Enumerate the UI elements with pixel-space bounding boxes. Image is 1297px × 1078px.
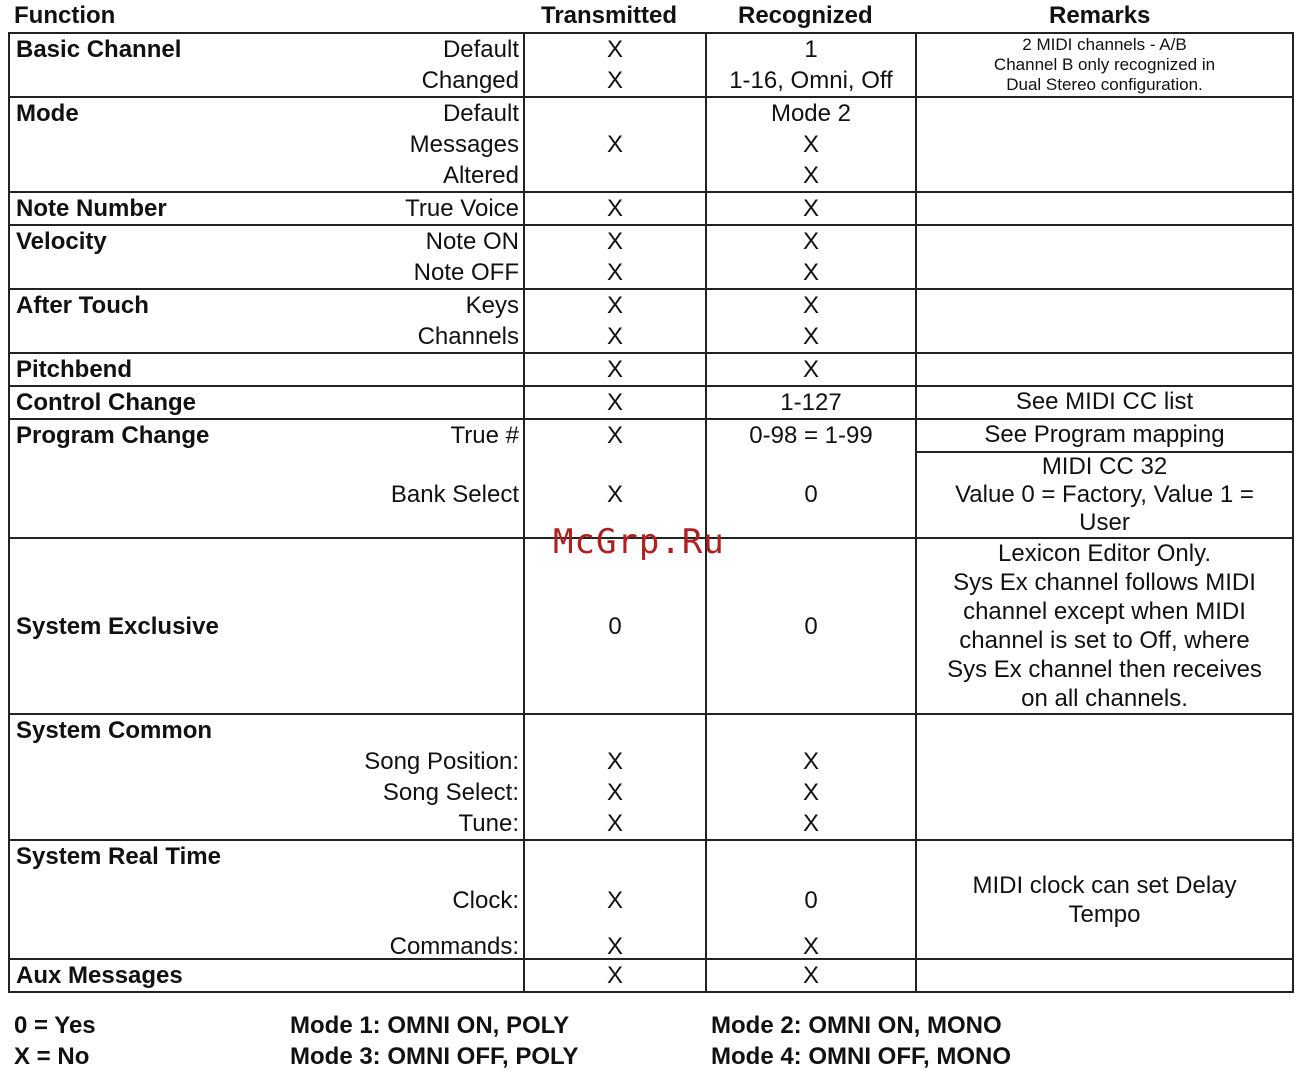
function-cell [9,225,524,289]
remarks-cell [916,33,1293,97]
recognized-cell [706,840,916,959]
remark-line: MIDI CC 32 [1041,453,1168,480]
header-remarks: Remarks [1049,2,1151,29]
recognized-cell [706,386,916,419]
legend-no: X = No [14,1043,90,1070]
watermark: McGrp.Ru [553,522,725,562]
function-cell [9,386,524,419]
function-cell [9,959,524,992]
table-row [9,97,1293,192]
function-label: Control Change [16,389,196,416]
transmitted-value: X [606,356,623,383]
remark-line: See Program mapping [917,420,1292,453]
function-label: Pitchbend [16,356,133,383]
recognized-value: X [802,131,819,158]
midi-implementation-table [8,32,1294,993]
transmitted-value: X [606,962,623,989]
remarks-cell [916,353,1293,386]
sub-label: True # [450,422,519,449]
transmitted-cell [524,192,706,225]
function-label: System Exclusive [16,612,219,640]
sub-label: Song Position: [364,748,519,775]
sub-label: Song Select: [382,779,519,806]
recognized-cell [706,353,916,386]
recognized-value: X [802,933,819,960]
remark-line: Lexicon Editor Only. [998,540,1211,567]
sub-label: Note OFF [413,259,519,286]
table-row [9,353,1293,386]
transmitted-value: X [606,67,623,94]
sub-label: Messages [409,131,519,158]
recognized-cell [706,289,916,353]
function-cell [9,97,524,192]
recognized-value: X [802,748,819,775]
recognized-value: 1 [804,36,818,63]
remark-line: channel is set to Off, where [959,627,1250,654]
transmitted-cell [524,959,706,992]
header-function: Function [14,2,116,29]
recognized-value: 0 [804,612,818,640]
function-cell [9,289,524,353]
transmitted-cell [524,386,706,419]
recognized-value: X [802,323,819,350]
transmitted-value: X [606,259,623,286]
recognized-value: X [802,259,819,286]
function-cell [9,538,524,714]
remarks-cell [916,225,1293,289]
remarks-cell [916,840,1293,959]
remark-line: Sys Ex channel follows MIDI [953,569,1256,596]
transmitted-value: X [606,779,623,806]
header-transmitted: Transmitted [541,2,678,29]
recognized-value: X [802,810,819,837]
recognized-value: X [802,962,819,989]
table-row [9,419,1293,538]
recognized-value: X [802,162,819,189]
remarks-cell [916,97,1293,192]
recognized-value: 1-16, Omni, Off [729,67,893,94]
legend-yes: 0 = Yes [14,1012,96,1039]
remark-line: Channel B only recognized in [993,55,1216,74]
sub-label: Default [442,36,519,63]
remarks-cell [916,386,1293,419]
recognized-cell [706,97,916,192]
transmitted-cell [524,840,706,959]
recognized-value: X [802,195,819,222]
recognized-value: 0 [804,481,818,508]
transmitted-value: X [606,389,623,416]
transmitted-cell [524,538,706,714]
sub-label: Default [442,100,519,127]
recognized-cell [706,959,916,992]
recognized-cell [706,225,916,289]
transmitted-cell [524,419,706,538]
transmitted-value: X [606,195,623,222]
function-label: System Real Time [16,843,221,870]
function-cell [9,353,524,386]
transmitted-value: X [606,228,623,255]
table-row [9,33,1293,97]
transmitted-value: X [606,292,623,319]
sub-label: Clock: [452,887,519,914]
remarks-cell [916,289,1293,353]
transmitted-value: X [606,36,623,63]
table-row [9,959,1293,992]
transmitted-value: X [606,481,623,508]
function-cell [9,33,524,97]
recognized-value: 0 [804,887,818,914]
transmitted-value: X [606,810,623,837]
transmitted-value: X [606,422,623,449]
function-label: Velocity [16,228,107,255]
remark-line: Value 0 = Factory, Value 1 = [955,481,1254,508]
sub-label: Altered [442,162,519,189]
recognized-value: 1-127 [780,389,842,416]
function-label: Aux Messages [16,962,183,989]
remarks-cell [916,959,1293,992]
transmitted-cell [524,33,706,97]
remark-line: See MIDI CC list [1015,388,1194,415]
table-row [9,714,1293,840]
sub-label: Changed [421,67,519,94]
table-row [9,289,1293,353]
remark-line: channel except when MIDI [963,598,1246,625]
transmitted-cell [524,353,706,386]
recognized-value: 0-98 = 1-99 [749,422,873,449]
remark-line: 2 MIDI channels - A/B [1022,35,1187,54]
transmitted-value: X [606,887,623,914]
remark-line: Dual Stereo configuration. [1006,75,1203,94]
transmitted-value: X [606,323,623,350]
recognized-value: X [802,779,819,806]
recognized-cell [706,419,916,538]
remark-line: User [1079,509,1130,536]
recognized-value: X [802,292,819,319]
remark-line: on all channels. [1021,685,1188,712]
function-cell [9,419,524,538]
sub-label: True Voice [405,195,519,222]
table-row [9,386,1293,419]
remarks-cell [916,538,1293,714]
remarks-cell [916,419,1293,538]
function-cell [9,714,524,840]
transmitted-value: X [606,131,623,158]
remark-line: MIDI clock can set Delay [972,871,1237,899]
function-label: Note Number [16,195,167,222]
recognized-cell [706,538,916,714]
sub-label: Keys [465,292,519,319]
table-row [9,192,1293,225]
transmitted-value: 0 [608,612,622,640]
function-label: System Common [16,717,213,744]
function-label: Basic Channel [16,36,182,63]
recognized-value: X [802,228,819,255]
legend-mode-2: Mode 2: OMNI ON, MONO [711,1012,1002,1039]
sub-label: Tune: [458,810,519,837]
recognized-value: Mode 2 [770,100,852,127]
transmitted-cell [524,714,706,840]
sub-label: Bank Select [390,481,519,508]
table-row [9,538,1293,714]
sub-label: Channels [417,323,519,350]
transmitted-cell [524,97,706,192]
recognized-cell [706,714,916,840]
remarks-cell [916,192,1293,225]
recognized-value: X [802,356,819,383]
table-row [9,840,1293,959]
transmitted-cell [524,289,706,353]
sub-label: Commands: [389,933,519,960]
remark-line: Sys Ex channel then receives [947,656,1262,683]
transmitted-value [525,160,705,191]
transmitted-value: X [606,933,623,960]
transmitted-cell [524,225,706,289]
sub-label: Note ON [425,228,519,255]
function-label: Program Change [16,422,210,449]
recognized-cell [706,33,916,97]
legend-mode-3: Mode 3: OMNI OFF, POLY [290,1043,579,1070]
legend-mode-1: Mode 1: OMNI ON, POLY [290,1012,570,1039]
recognized-cell [706,192,916,225]
remark-line: Tempo [1068,900,1141,928]
remarks-cell [916,714,1293,840]
table-row [9,225,1293,289]
transmitted-value [525,98,705,129]
transmitted-value: X [606,748,623,775]
function-label: Mode [16,100,79,127]
function-label: After Touch [16,292,149,319]
legend-mode-4: Mode 4: OMNI OFF, MONO [711,1043,1011,1070]
function-cell [9,840,524,959]
header-recognized: Recognized [738,2,873,29]
function-cell [9,192,524,225]
